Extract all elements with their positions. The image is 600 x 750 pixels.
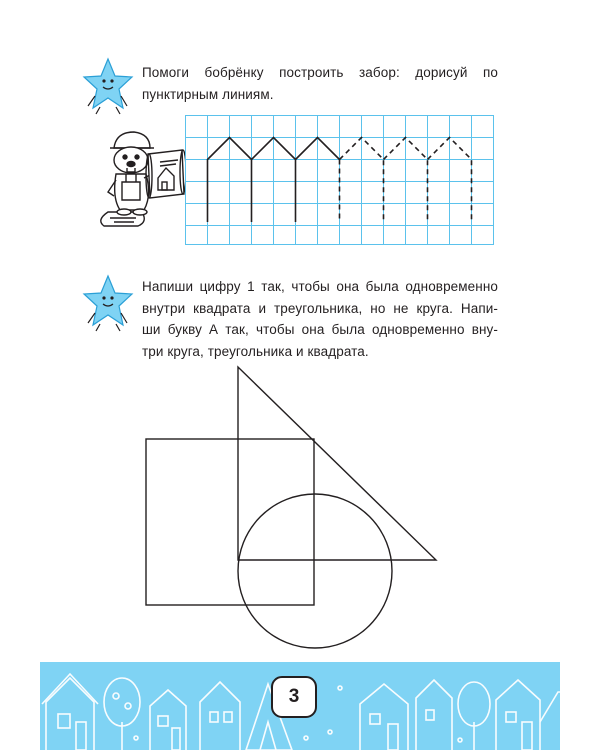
task-2-line: три круга, треугольника и квадрата.	[142, 343, 369, 359]
fence-grid	[185, 114, 497, 246]
circle-shape	[238, 494, 392, 648]
square-shape	[146, 439, 314, 605]
star-icon	[82, 56, 134, 116]
task-2-line: ши букву А так, чтобы она была одновременно вну-	[142, 322, 498, 337]
task-1-text	[142, 62, 498, 105]
overlapping-shapes	[140, 362, 442, 652]
task-2-text	[142, 276, 498, 362]
star-icon	[82, 273, 134, 333]
triangle-shape	[238, 367, 436, 560]
page-number: 3	[271, 676, 317, 718]
task-1-line: Помоги бобрёнку построить забор: дорисуй по	[142, 65, 498, 80]
task-2-line: Напиши цифру 1 так, чтобы она была одновременно	[142, 279, 498, 294]
task-2-line: внутри квадрата и треугольника, но не круга. Напи-	[142, 300, 498, 316]
beaver-builder-icon	[98, 126, 186, 230]
task-1-line: пунктирным линиям.	[142, 86, 274, 102]
